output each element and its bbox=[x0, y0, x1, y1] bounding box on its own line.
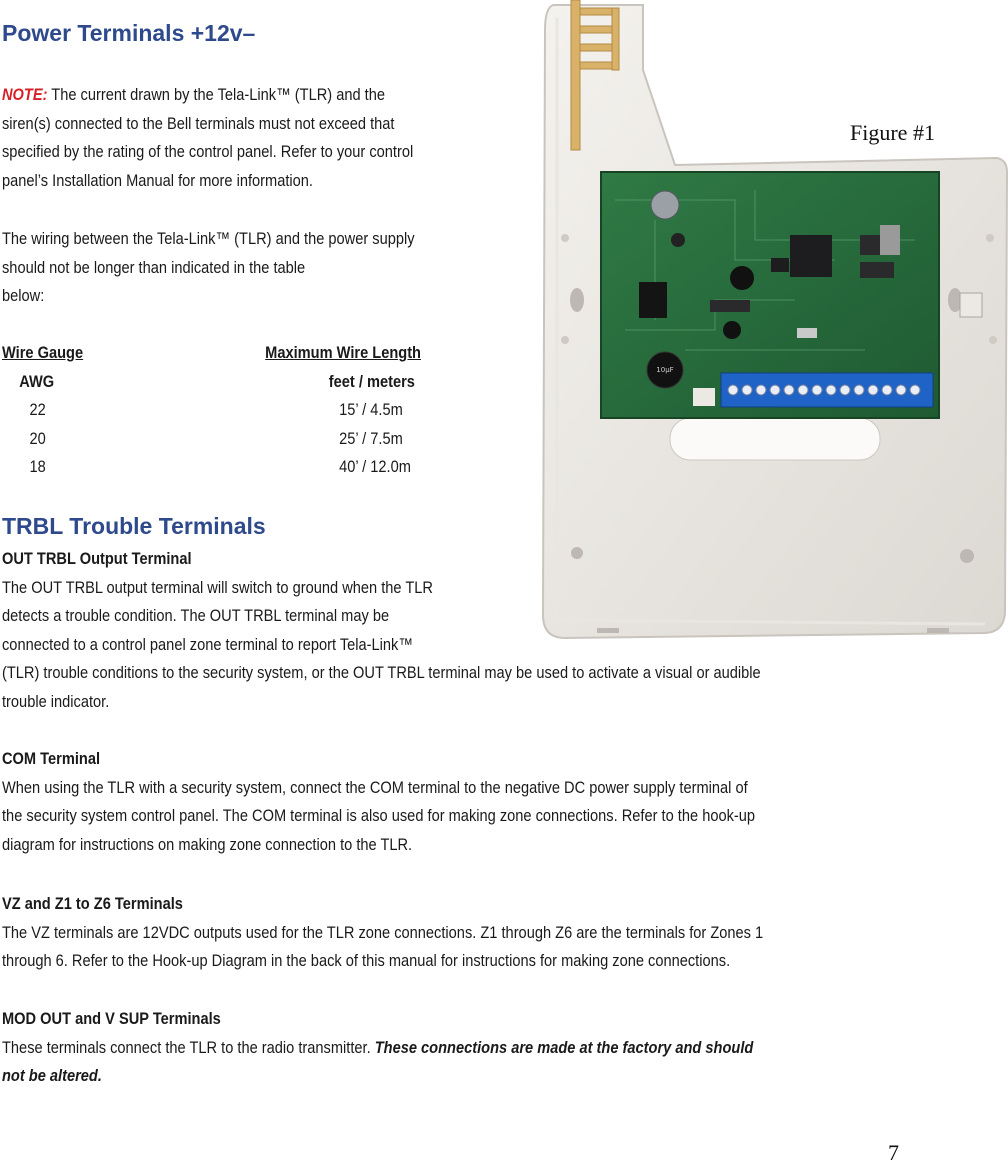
wiring-line-1: The wiring between the Tela-Link™ (TLR) and the power supply bbox=[2, 229, 415, 248]
terminal-block bbox=[721, 373, 933, 407]
length-cell: 40’ / 12.0m bbox=[339, 457, 411, 476]
out-line-1: The OUT TRBL output terminal will switch to ground when the TLR bbox=[2, 577, 433, 597]
mod-title: MOD OUT and V SUP Terminals bbox=[2, 1009, 221, 1028]
page-number: 7 bbox=[888, 1140, 899, 1165]
out-line-4: (TLR) trouble conditions to the security system, or the OUT TRBL terminal may be used to activate a visual or audible bbox=[2, 663, 761, 682]
table-header-row bbox=[2, 339, 484, 368]
capacitor-label: 10µF bbox=[656, 366, 674, 374]
mod-section bbox=[2, 1005, 753, 1091]
col-sub-units: feet / meters bbox=[328, 371, 415, 391]
table-subheader-row bbox=[2, 368, 484, 397]
out-line-5: trouble indicator. bbox=[2, 691, 110, 711]
note-line-1: NOTE: The current drawn by the Tela-Link™ (TLR) and the bbox=[2, 85, 385, 104]
col-header-gauge: Wire Gauge bbox=[2, 343, 84, 362]
trbl-heading: TRBL Trouble Terminals bbox=[2, 513, 266, 539]
note-label: NOTE: bbox=[2, 85, 48, 104]
com-section bbox=[2, 745, 755, 859]
vz-title: VZ and Z1 to Z6 Terminals bbox=[2, 894, 183, 913]
table-row bbox=[2, 396, 484, 425]
note-line-4: panel’s Installation Manual for more information. bbox=[2, 170, 313, 190]
col-sub-awg: AWG bbox=[19, 371, 55, 391]
vz-line-2: through 6. Refer to the Hook-up Diagram in the back of this manual for instructions for making zone connections. bbox=[2, 951, 731, 970]
com-line-3: diagram for instructions on making zone connection to the TLR. bbox=[2, 834, 413, 854]
gauge-cell: 20 bbox=[29, 428, 46, 448]
gauge-cell: 22 bbox=[29, 400, 46, 419]
table-row bbox=[2, 453, 484, 482]
out-line-3: connected to a control panel zone terminal to report Tela-Link™ bbox=[2, 634, 413, 654]
com-line-1: When using the TLR with a security system, connect the COM terminal to the negative DC power supply terminal of bbox=[2, 777, 748, 797]
length-cell: 25’ / 7.5m bbox=[339, 428, 403, 448]
length-cell: 15’ / 4.5m bbox=[339, 400, 403, 419]
note-line-2: siren(s) connected to the Bell terminals must not exceed that bbox=[2, 113, 395, 133]
power-heading: Power Terminals +12v– bbox=[2, 20, 256, 46]
com-line-2: the security system control panel. The COM terminal is also used for making zone connections. Refer to the hook-up bbox=[2, 806, 756, 825]
mod-warning: These connections are made at the factory and should bbox=[374, 1037, 754, 1057]
wiring-line-3: below: bbox=[2, 286, 45, 305]
wiring-line-2: should not be longer than indicated in the table bbox=[2, 257, 306, 277]
out-line-2: detects a trouble condition. The OUT TRBL terminal may be bbox=[2, 606, 390, 625]
power-note bbox=[2, 81, 413, 195]
vz-line-1: The VZ terminals are 12VDC outputs used for the TLR zone connections. Z1 through Z6 are the terminals for Zones 1 bbox=[2, 922, 764, 942]
com-title: COM Terminal bbox=[2, 749, 101, 768]
out-trbl-title: OUT TRBL Output Terminal bbox=[2, 549, 192, 568]
out-trbl-section bbox=[2, 545, 761, 716]
table-row bbox=[2, 425, 484, 454]
mod-line-1: These terminals connect the TLR to the radio transmitter. These connections are made at the factory and should bbox=[2, 1037, 754, 1057]
wire-table bbox=[2, 339, 518, 484]
figure-caption: Figure #1 bbox=[850, 120, 935, 145]
col-header-length: Maximum Wire Length bbox=[265, 343, 421, 362]
large-capacitor bbox=[647, 352, 683, 388]
gauge-cell: 18 bbox=[29, 457, 46, 476]
wiring-paragraph bbox=[2, 225, 415, 311]
note-line-3: specified by the rating of the control panel. Refer to your control bbox=[2, 142, 414, 161]
vz-section bbox=[2, 890, 763, 976]
mod-line-2: not be altered. bbox=[2, 1066, 102, 1085]
